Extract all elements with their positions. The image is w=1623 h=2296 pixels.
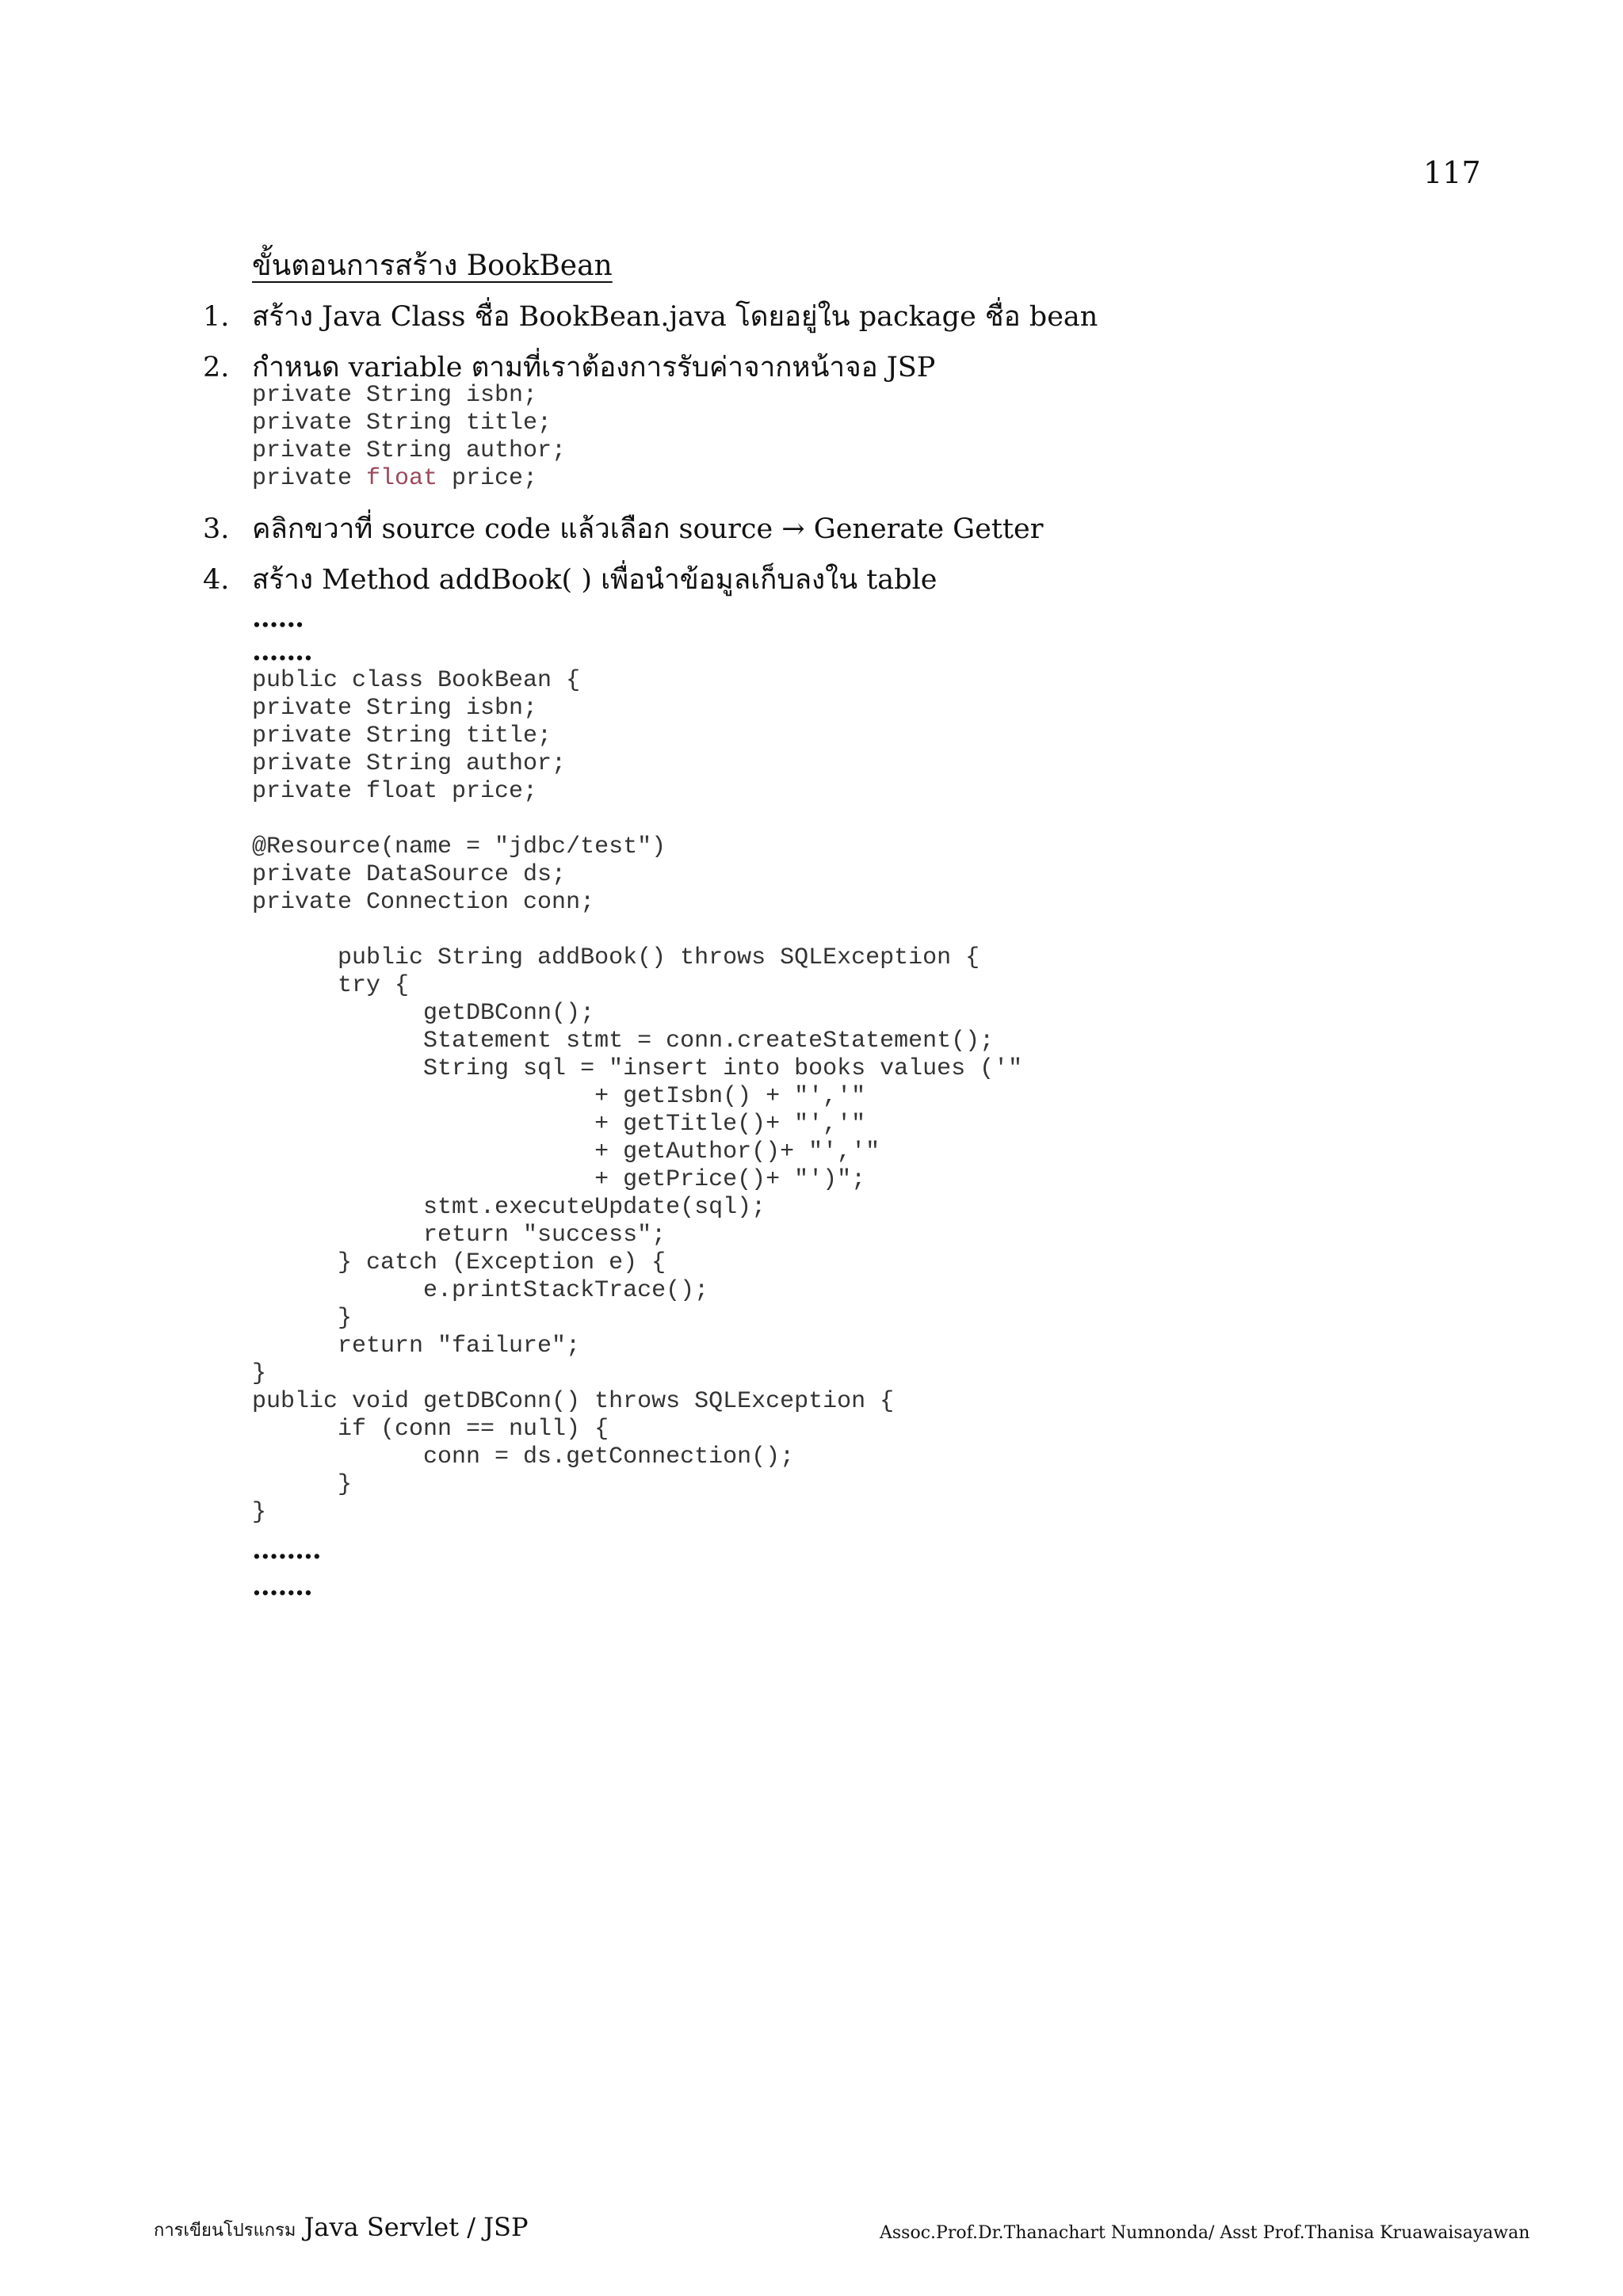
step-text: สร้าง Method addBook( ) เพื่อนำข้อมูลเก็บลงใน table: [252, 564, 938, 596]
footer-authors: Assoc.Prof.Dr.Thanachart Numnonda/ Asst Prof.Thanisa Kruawaisayawan: [880, 2223, 1530, 2243]
code-line: private float price;: [252, 465, 538, 492]
float-keyword: float: [366, 465, 438, 492]
code-line: + getIsbn() + "','": [252, 1083, 866, 1110]
code-line: private String title;: [252, 723, 552, 749]
section-heading: ขั้นตอนการสร้าง BookBean: [252, 250, 613, 282]
footer-thai-label: การเขียนโปรแกรม: [154, 2221, 296, 2241]
code-line: private String author;: [252, 437, 567, 464]
code-line: + getAuthor()+ "','": [252, 1138, 880, 1165]
code-line: + getPrice()+ "')";: [252, 1166, 866, 1193]
code-line: String sql = "insert into books values ('": [252, 1055, 1023, 1082]
code-line: + getTitle()+ "','": [252, 1111, 866, 1138]
step-number: 3.: [203, 513, 230, 545]
code-line: }: [252, 1471, 353, 1498]
step-text: คลิกขวาที่ source code แล้วเลือก source → Generate Getter: [252, 513, 1044, 545]
code-line: public String addBook() throws SQLException {: [252, 944, 980, 971]
code-line: }: [252, 1305, 353, 1332]
code-line: return "failure";: [252, 1333, 581, 1360]
ellipsis: .......: [252, 635, 312, 667]
step-number: 4.: [203, 564, 230, 596]
footer-course-title: [154, 2212, 528, 2244]
step-text: กำหนด variable ตามที่เราต้องการรับค่าจากหน้าจอ JSP: [252, 352, 936, 383]
code-line: private float price;: [252, 778, 538, 805]
code-line: try {: [252, 972, 410, 999]
code-line: e.printStackTrace();: [252, 1277, 709, 1304]
code-line: return "success";: [252, 1222, 666, 1249]
code-line: private Connection conn;: [252, 889, 595, 916]
code-line: @Resource(name = "jdbc/test"): [252, 833, 666, 860]
footer-course-name: Java Servlet / JSP: [296, 2212, 529, 2242]
code-line: public class BookBean {: [252, 667, 581, 694]
code-line: stmt.executeUpdate(sql);: [252, 1194, 766, 1221]
code-line: [252, 806, 1022, 833]
step-number: 2.: [203, 352, 230, 383]
code-line: Statement stmt = conn.createStatement();: [252, 1028, 995, 1055]
code-line: if (conn == null) {: [252, 1416, 609, 1443]
code-line: private String isbn;: [252, 382, 538, 409]
code-line: private String author;: [252, 750, 567, 777]
code-line: [252, 917, 1022, 944]
step-3: [203, 507, 1043, 551]
step-text: สร้าง Java Class ชื่อ BookBean.java โดยอยู่ใน package ชื่อ bean: [252, 301, 1098, 333]
code-line: private String title;: [252, 410, 552, 437]
step-4: [203, 558, 938, 601]
ellipsis: ........: [252, 1534, 321, 1566]
code-line: } catch (Exception e) {: [252, 1249, 666, 1276]
code-line: public void getDBConn() throws SQLException {: [252, 1388, 895, 1415]
page-number: 117: [1423, 155, 1481, 190]
variable-code-block: [252, 382, 566, 493]
bookbean-code-block: [252, 667, 1022, 1527]
code-line: private String isbn;: [252, 695, 538, 722]
code-line: }: [252, 1360, 267, 1387]
code-line: }: [252, 1499, 267, 1526]
code-line: conn = ds.getConnection();: [252, 1444, 795, 1470]
ellipsis: .......: [252, 1570, 312, 1602]
ellipsis: ......: [252, 602, 304, 634]
step-number: 1.: [203, 301, 230, 333]
step-1: [203, 295, 1098, 338]
code-line: private DataSource ds;: [252, 861, 567, 888]
code-line: getDBConn();: [252, 1000, 595, 1027]
